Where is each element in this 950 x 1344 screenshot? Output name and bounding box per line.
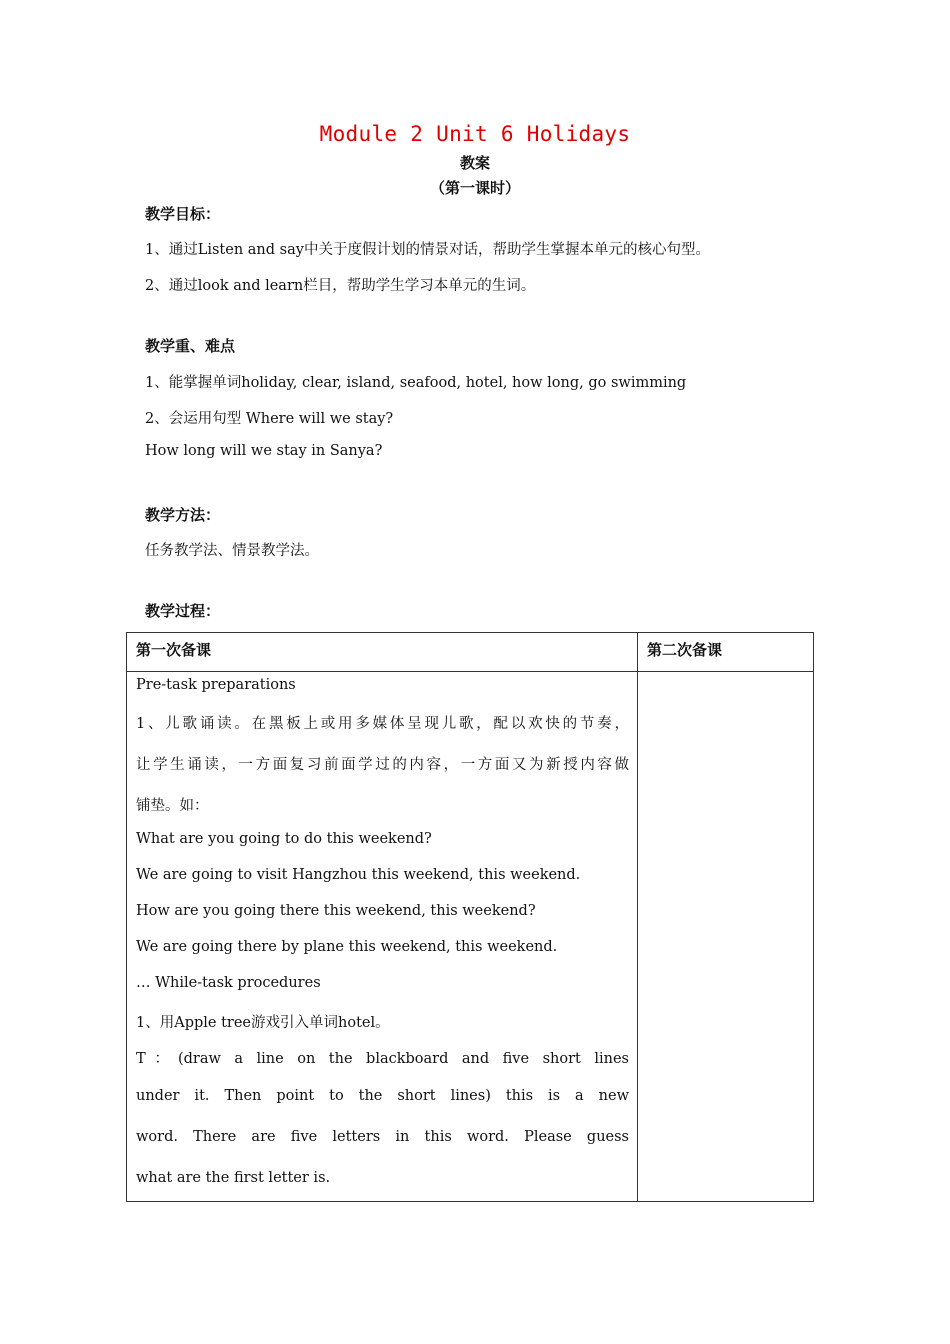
lesson-period: （第一课时）: [429, 179, 520, 197]
table-line: 让学生诵读，一方面复习前面学过的内容，一方面又为新授内容做: [136, 757, 629, 773]
second-prep-header: 第二次备课: [647, 641, 723, 659]
key-point-item: 1、能掌握单词holiday, clear, island, seafood, hotel, how long, go swimming: [145, 375, 687, 391]
table-line: How are you going there this weekend, this weekend?: [136, 903, 536, 919]
table-line: Pre-task preparations: [136, 677, 296, 693]
table-line: What are you going to do this weekend?: [136, 831, 432, 847]
table-line: We are going to visit Hangzhou this weekend, this weekend.: [136, 867, 581, 883]
process-heading: 教学过程：: [145, 602, 221, 620]
key-points-heading: 教学重、难点: [145, 337, 236, 355]
methods-heading: 教学方法：: [145, 506, 221, 524]
header-divider: [127, 671, 813, 672]
document-title: Module 2 Unit 6 Holidays: [319, 122, 631, 146]
table-line: under it. Then point to the short lines) this is a new: [136, 1088, 629, 1104]
table-line: 铺垫。如：: [136, 798, 209, 814]
objective-item: 1、通过Listen and say中关于度假计划的情景对话，帮助学生掌握本单元的核心句型。: [145, 242, 710, 258]
objective-item: 2、通过look and learn栏目，帮助学生学习本单元的生词。: [145, 278, 536, 294]
methods-text: 任务教学法、情景教学法。: [145, 543, 319, 559]
table-line: what are the first letter is.: [136, 1170, 331, 1186]
column-divider: [637, 633, 638, 1201]
first-prep-header: 第一次备课: [136, 641, 212, 659]
objectives-heading: 教学目标：: [145, 205, 221, 223]
lesson-plan-table: [126, 632, 814, 1202]
key-point-item: 2、会运用句型 Where will we stay?: [145, 411, 394, 427]
table-line: We are going there by plane this weekend, this weekend.: [136, 939, 558, 955]
table-line: … While-task procedures: [136, 975, 321, 991]
table-line: 1、用Apple tree游戏引入单词hotel。: [136, 1015, 390, 1031]
table-line: T：(draw a line on the blackboard and five short lines: [136, 1051, 629, 1067]
table-line: 1、儿歌诵读。在黑板上或用多媒体呈现儿歌，配以欢快的节奏，: [136, 716, 629, 732]
document-subtitle: 教案: [459, 154, 490, 172]
table-line: word. There are five letters in this word. Please guess: [136, 1129, 629, 1145]
key-point-item: How long will we stay in Sanya?: [145, 443, 383, 459]
